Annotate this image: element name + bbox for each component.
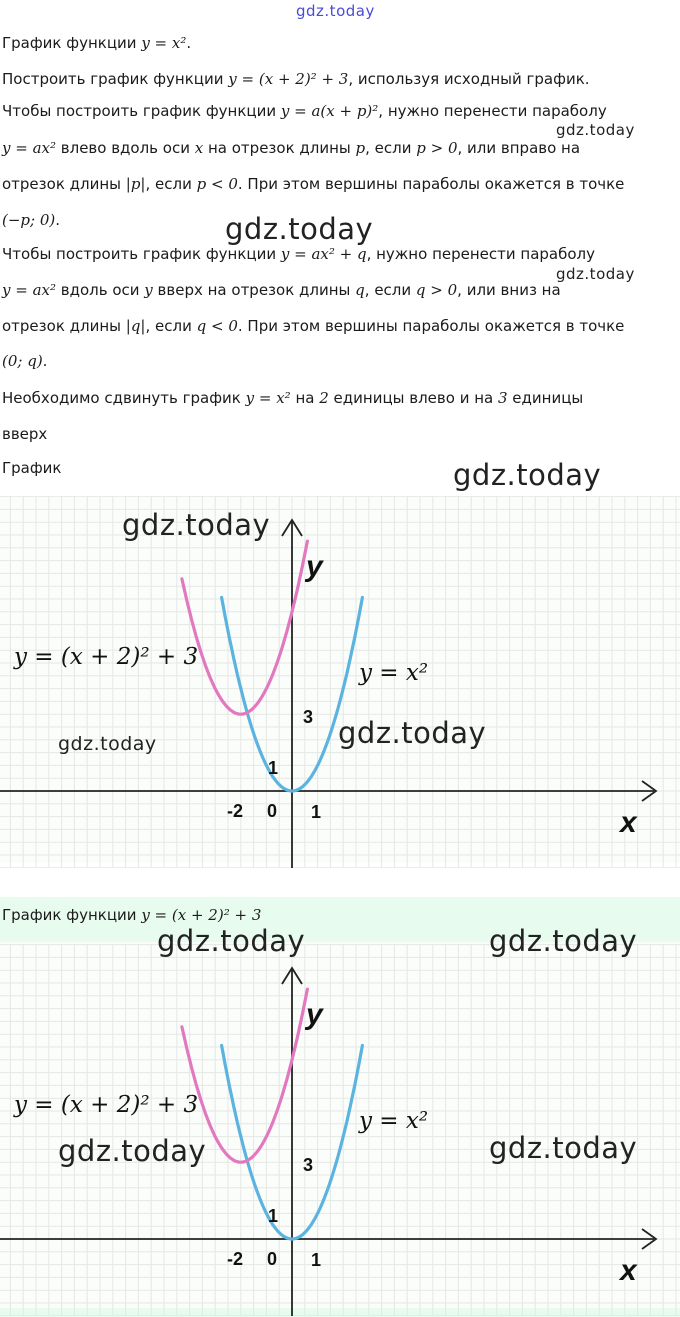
formula: q > 0 xyxy=(415,281,458,299)
watermark-large-8: gdz.today xyxy=(489,1131,638,1165)
variable: q xyxy=(355,281,365,299)
section-2-title xyxy=(2,906,261,924)
text-line-11 xyxy=(2,389,583,407)
text-segment: , нужно перенести параболу xyxy=(378,102,607,120)
text-line-7 xyxy=(2,245,595,263)
grid xyxy=(0,496,680,868)
formula: y = ax² + q xyxy=(280,245,367,263)
tick-label: 1 xyxy=(311,802,322,822)
watermark-large-1: gdz.today xyxy=(225,212,374,246)
formula: y = a(x + p)² xyxy=(280,102,379,120)
text-segment: Чтобы построить график функции xyxy=(2,102,281,120)
watermark-medium: gdz.today xyxy=(58,733,157,755)
formula: |q| xyxy=(125,317,146,335)
text-segment: График функции xyxy=(2,906,142,924)
formula: y = ax² xyxy=(2,139,56,157)
text-segment: на xyxy=(290,389,320,407)
text-segment: . xyxy=(186,34,192,52)
watermark-small-2: gdz.today xyxy=(556,265,635,283)
x-axis-label: x xyxy=(620,806,637,839)
text-segment: , если xyxy=(145,317,197,335)
watermark-top: gdz.today xyxy=(296,2,375,20)
series-label-shifted: y = (x + 2)² + 3 xyxy=(14,644,199,670)
tick-label: 3 xyxy=(303,707,314,727)
text-segment: на отрезок длины xyxy=(203,139,356,157)
text-line-2 xyxy=(2,70,590,88)
text-segment: отрезок длины xyxy=(2,317,126,335)
formula: |p| xyxy=(125,175,146,193)
text-segment: . xyxy=(55,211,61,229)
text-segment: , если xyxy=(145,175,197,193)
text-segment: Чтобы построить график функции xyxy=(2,245,281,263)
number: 2 xyxy=(319,389,329,407)
variable: y xyxy=(144,281,153,299)
series-label-base: y = x² xyxy=(359,660,429,686)
formula: (0; q) xyxy=(2,352,43,370)
text-segment: вдоль оси xyxy=(56,281,145,299)
series-label-shifted: y = (x + 2)² + 3 xyxy=(14,1092,199,1118)
watermark-large-6: gdz.today xyxy=(489,924,638,958)
grid xyxy=(0,944,680,1316)
text-segment: , или вправо на xyxy=(457,139,581,157)
text-line-6 xyxy=(2,211,60,229)
watermark-large-4: gdz.today xyxy=(338,716,487,750)
formula: p < 0 xyxy=(196,175,238,193)
text-segment: . При этом вершины параболы окажется в точке xyxy=(237,175,625,193)
text-line-5 xyxy=(2,175,624,193)
text-line-9 xyxy=(2,317,624,335)
watermark-large-2: gdz.today xyxy=(453,458,602,492)
text-line-12: вверх xyxy=(2,425,48,443)
text-segment: влево вдоль оси xyxy=(56,139,195,157)
watermark-large-5: gdz.today xyxy=(157,924,306,958)
text-segment: , нужно перенести параболу xyxy=(366,245,595,263)
formula: (−p; 0) xyxy=(2,211,56,229)
watermark-small-1: gdz.today xyxy=(556,121,635,139)
y-axis-label: y xyxy=(306,998,323,1031)
text-segment: График функции xyxy=(2,34,142,52)
variable: x xyxy=(194,139,204,157)
text-segment: единицы влево и на xyxy=(328,389,498,407)
text-line-10 xyxy=(2,352,47,370)
text-segment: . xyxy=(42,352,48,370)
text-line-13: График xyxy=(2,459,62,477)
watermark-large-7: gdz.today xyxy=(58,1134,207,1168)
text-segment: , или вниз на xyxy=(457,281,561,299)
text-line-3 xyxy=(2,102,607,120)
formula: q < 0 xyxy=(196,317,238,335)
text-line-4 xyxy=(2,139,580,157)
x-axis-label: x xyxy=(620,1254,637,1287)
formula: y = x² xyxy=(141,34,187,52)
y-axis-label: y xyxy=(306,550,323,583)
formula: y = ax² xyxy=(2,281,56,299)
tick-label: 0 xyxy=(267,1249,278,1269)
parabola-chart-2 xyxy=(0,944,680,1316)
tick-label: -2 xyxy=(227,801,244,821)
series-label-base: y = x² xyxy=(359,1108,429,1134)
text-segment: отрезок длины xyxy=(2,175,126,193)
formula: y = x² xyxy=(245,389,291,407)
tick-label: 0 xyxy=(267,801,278,821)
text-segment: Построить график функции xyxy=(2,70,229,88)
text-segment: Необходимо сдвинуть график xyxy=(2,389,246,407)
formula: p > 0 xyxy=(416,139,458,157)
tick-label: 3 xyxy=(303,1155,314,1175)
watermark-large-3: gdz.today xyxy=(122,508,271,542)
text-line-1 xyxy=(2,34,191,52)
text-line-8 xyxy=(2,281,561,299)
tick-label: 1 xyxy=(268,1206,279,1226)
text-segment: . При этом вершины параболы окажется в точке xyxy=(237,317,625,335)
text-segment: вверх на отрезок длины xyxy=(152,281,356,299)
number: 3 xyxy=(497,389,508,407)
text-segment: единицы xyxy=(507,389,584,407)
formula: y = (x + 2)² + 3 xyxy=(228,70,349,88)
variable: p xyxy=(355,139,366,157)
tick-label: 1 xyxy=(268,758,279,778)
parabola-chart-1 xyxy=(0,496,680,868)
text-segment: , если xyxy=(365,139,417,157)
formula: y = (x + 2)² + 3 xyxy=(141,906,262,924)
text-segment: , используя исходный график. xyxy=(348,70,590,88)
text-segment: , если xyxy=(364,281,416,299)
tick-label: -2 xyxy=(227,1249,244,1269)
tick-label: 1 xyxy=(311,1250,322,1270)
